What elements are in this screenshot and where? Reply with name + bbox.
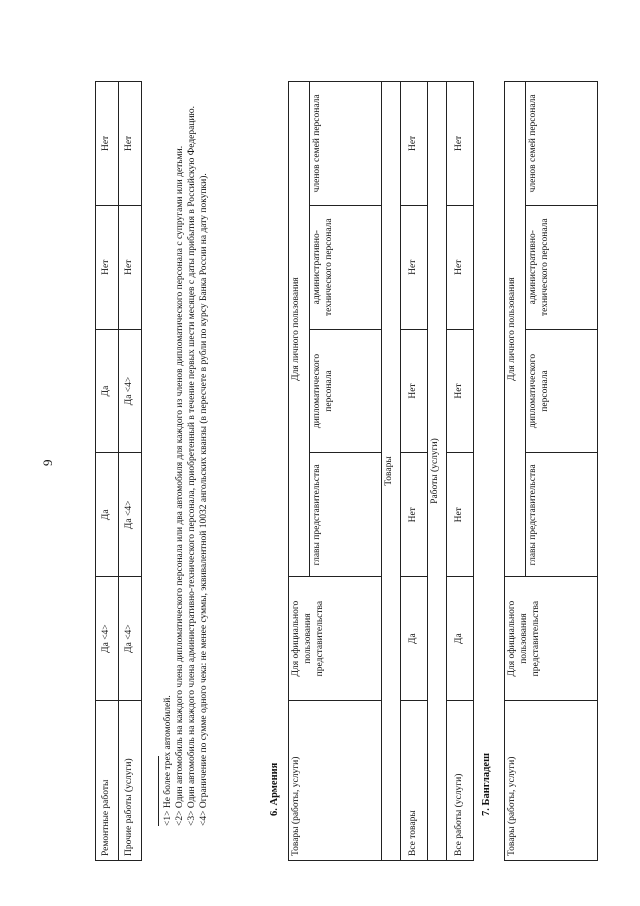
table-cell: Да <box>401 577 428 701</box>
table-cell: Да <4> <box>119 329 142 453</box>
table-cell: Да <4> <box>119 577 142 701</box>
footnotes <box>158 58 211 848</box>
header-personal-use: Для личного пользования <box>505 82 526 577</box>
section-title-goods: Товары <box>382 82 401 861</box>
table-cell: Нет <box>447 453 474 577</box>
table-cell: Нет <box>119 82 142 206</box>
table-cell: Нет <box>447 329 474 453</box>
row-label: Ремонтные работы <box>96 701 119 861</box>
header-goods: Товары (работы, услуги) <box>505 701 598 861</box>
table-cell: Да <4> <box>119 453 142 577</box>
table-cell: Да <box>96 453 119 577</box>
footnote: <2> Один автомобиль на каждого члена дипломатического персонала или два автомобиля для каждого из членов дипломатического персонала с супругами или детьми. <box>174 145 185 826</box>
section-title-works: Работы (услуги) <box>428 82 447 861</box>
subheader-diplomatic-staff: дипломатического персонала <box>526 329 598 453</box>
footnote: <4> Ограничение по сумме одного чека: не менее суммы, эквивалентной 10032 ангольских кванзы (в пересчете в рубли по курсу Банка России на дату покупки). <box>198 173 209 826</box>
header-official-use: Для официального пользования представительства <box>505 577 598 701</box>
table-cell: Нет <box>401 329 428 453</box>
section-row <box>428 82 447 861</box>
subheader-family-members: членов семей персонала <box>310 82 382 206</box>
table-cell: Да <box>96 329 119 453</box>
header-personal-use: Для личного пользования <box>289 82 310 577</box>
table-cell: Да <4> <box>96 577 119 701</box>
page-number: 9 <box>40 459 55 466</box>
section-heading-armenia: 6. Армения <box>269 762 280 816</box>
table-header-row <box>505 82 526 861</box>
subheader-admin-tech-staff: административно-технического персонала <box>526 205 598 329</box>
table-row <box>447 82 474 861</box>
table-cell: Нет <box>96 205 119 329</box>
section-heading-bangladesh: 7. Бангладеш <box>481 753 492 816</box>
subheader-family-members: членов семей персонала <box>526 82 598 206</box>
subheader-head-of-mission: главы представительства <box>310 453 382 577</box>
subheader-head-of-mission: главы представительства <box>526 453 598 577</box>
footnote-divider <box>158 756 159 826</box>
row-label: Прочие работы (услуги) <box>119 701 142 861</box>
table-cell: Нет <box>119 205 142 329</box>
table-row <box>401 82 428 861</box>
table-cell: Да <box>447 577 474 701</box>
section-row <box>382 82 401 861</box>
table-cell: Нет <box>401 205 428 329</box>
header-official-use: Для официального пользования представительства <box>289 577 382 701</box>
row-label: Все работы (услуги) <box>447 701 474 861</box>
row-label: Все товары <box>401 701 428 861</box>
footnote: <3> Один автомобиль на каждого члена административно-технического персонала, приобретенный в течение первых шести месяцев с даты прибытия в Российскую Федерацию. <box>186 105 197 826</box>
subheader-diplomatic-staff: дипломатического персонала <box>310 329 382 453</box>
table-row <box>119 82 142 861</box>
table-cell: Нет <box>447 82 474 206</box>
table-cell: Нет <box>401 453 428 577</box>
table-row <box>96 82 119 861</box>
table-cell: Нет <box>96 82 119 206</box>
armenia-table <box>288 81 474 861</box>
table-cell: Нет <box>401 82 428 206</box>
subheader-admin-tech-staff: административно-технического персонала <box>310 205 382 329</box>
continuation-table <box>95 81 142 861</box>
table-header-row <box>289 82 310 861</box>
footnote: <1> Не более трех автомобилей. <box>163 695 173 826</box>
header-goods: Товары (работы, услуги) <box>289 701 382 861</box>
bangladesh-table <box>504 81 598 861</box>
table-cell: Нет <box>447 205 474 329</box>
